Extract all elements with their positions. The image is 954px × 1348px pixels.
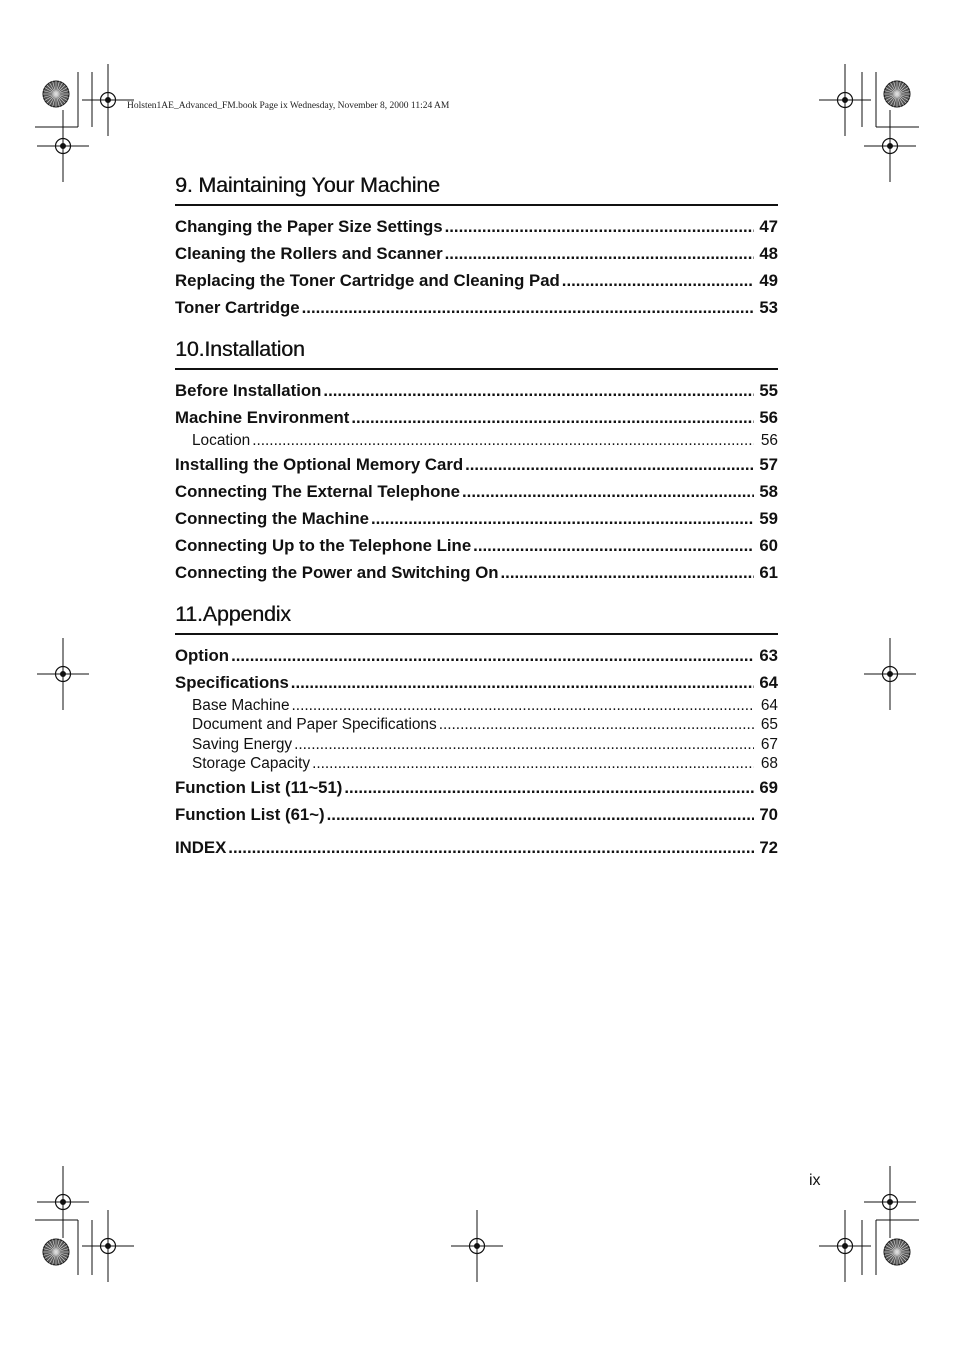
toc-entry[interactable]: [175, 532, 778, 559]
toc-entry-text: Specifications: [175, 672, 289, 692]
chapter-11: [175, 599, 778, 828]
toc-entry-page: 55: [759, 381, 778, 400]
toc-entry-text: Changing the Paper Size Settings: [175, 217, 443, 236]
toc-entry[interactable]: [175, 404, 778, 431]
chapter-title: 9. Maintaining Your Machine: [175, 173, 440, 197]
chapter-10: [175, 334, 778, 586]
leader-dots: [465, 451, 754, 478]
toc-entry[interactable]: [175, 240, 778, 267]
toc-entry-text: Cleaning the Rollers and Scanner: [175, 244, 443, 263]
leader-dots: [291, 669, 754, 696]
toc-entry-text: Connecting the Power and Switching On: [175, 562, 499, 582]
toc-entry-text: Toner Cartridge: [175, 298, 300, 317]
leader-dots: [292, 696, 754, 716]
toc-entry[interactable]: [175, 559, 778, 586]
leader-dots: [439, 715, 754, 735]
chapter-title: 10.Installation: [175, 337, 305, 361]
leader-dots: [501, 559, 754, 586]
leader-dots: [473, 532, 754, 559]
registration-mark: [106, 1244, 111, 1249]
leader-dots: [445, 240, 754, 267]
toc-entry-page: 64: [759, 672, 778, 692]
leader-dots: [371, 505, 754, 532]
toc-entry-text: Connecting The External Telephone: [175, 481, 461, 501]
leader-dots: [351, 404, 754, 431]
registration-mark: [106, 98, 111, 103]
chapter-9: [175, 170, 778, 321]
toc-subentry[interactable]: [175, 715, 778, 735]
toc-entry-text: Base Machine: [192, 696, 290, 714]
leader-dots: [228, 834, 754, 861]
leader-dots: [252, 431, 754, 451]
leader-dots: [445, 213, 754, 240]
toc-entry-text: Connecting the Machine: [175, 508, 369, 528]
leader-dots: [302, 294, 754, 321]
chapter-rule: [175, 368, 778, 370]
toc-entry-index[interactable]: [175, 834, 778, 861]
registration-mark: [61, 144, 66, 149]
page-number: ix: [809, 1172, 821, 1189]
leader-dots: [344, 774, 754, 801]
toc-entry[interactable]: [175, 478, 778, 505]
toc-entry-page: 67: [760, 735, 778, 753]
registration-mark: [61, 1200, 66, 1205]
registration-mark: [843, 1244, 848, 1249]
toc-entry-page: 53: [759, 298, 778, 317]
registration-mark: [61, 672, 66, 677]
toc-entry[interactable]: [175, 774, 778, 801]
toc-entry-text: Machine Environment: [175, 408, 350, 427]
toc-entry-page: 56: [760, 432, 778, 449]
toc-entry[interactable]: [175, 669, 778, 696]
registration-mark: [843, 98, 848, 103]
toc-entry-text: Function List (11~51): [175, 777, 343, 797]
toc-entry-text: Document and Paper Specifications: [192, 716, 437, 733]
registration-mark: [888, 1200, 893, 1205]
toc-entry[interactable]: [175, 213, 778, 240]
toc-entry-page: 64: [760, 696, 778, 714]
leader-dots: [327, 801, 754, 828]
toc-entry-page: 68: [760, 755, 778, 772]
toc-entry[interactable]: [175, 801, 778, 828]
toc-entry-page: 69: [759, 777, 778, 797]
toc-entry[interactable]: [175, 267, 778, 294]
toc-entry-text: Saving Energy: [192, 735, 293, 753]
toc-entry-page: 49: [759, 271, 778, 290]
toc-entry-text: Option: [175, 645, 230, 665]
toc-subentry[interactable]: [175, 431, 778, 451]
toc-entry-page: 70: [759, 804, 778, 824]
toc-entry-page: 57: [759, 454, 778, 474]
toc-subentry[interactable]: [175, 735, 778, 755]
toc-entry-text: Connecting Up to the Telephone Line: [175, 535, 472, 555]
toc-entry-text: Location: [192, 432, 251, 449]
registration-mark: [888, 672, 893, 677]
toc-entry[interactable]: [175, 642, 778, 669]
toc-entry-page: 56: [759, 408, 778, 427]
leader-dots: [312, 754, 754, 774]
toc-subentry[interactable]: [175, 696, 778, 716]
chapter-title: 11.Appendix: [175, 601, 291, 626]
toc-entry-text: Replacing the Toner Cartridge and Cleaning Pad: [175, 271, 560, 290]
toc-entry[interactable]: [175, 505, 778, 532]
chapter-rule: [175, 204, 778, 206]
leader-dots: [323, 377, 754, 404]
registration-mark: [888, 144, 893, 149]
leader-dots: [294, 735, 754, 755]
book-slug: Holsten1AE_Advanced_FM.book Page ix Wednesday, November 8, 2000 11:24 AM: [127, 101, 450, 111]
toc-entry-text: INDEX: [175, 837, 227, 857]
toc-entry[interactable]: [175, 377, 778, 404]
toc-entry-page: 60: [759, 535, 778, 555]
toc-entry[interactable]: [175, 451, 778, 478]
toc-entry-text: Before Installation: [175, 381, 322, 400]
table-of-contents: [175, 170, 778, 861]
toc-entry-page: 47: [759, 217, 778, 236]
toc-entry-page: 65: [760, 716, 778, 733]
toc-entry-page: 61: [759, 562, 778, 582]
registration-mark: [475, 1244, 480, 1249]
leader-dots: [462, 478, 754, 505]
toc-entry-text: Storage Capacity: [192, 755, 311, 772]
toc-entry-page: 58: [759, 481, 778, 501]
leader-dots: [562, 267, 754, 294]
leader-dots: [231, 642, 754, 669]
toc-entry-page: 48: [759, 244, 778, 263]
toc-entry-page: 59: [759, 508, 778, 528]
toc-entry-page: 72: [759, 837, 778, 857]
chapter-rule: [175, 633, 778, 635]
toc-entry[interactable]: [175, 294, 778, 321]
toc-entry-page: 63: [759, 645, 778, 665]
toc-subentry[interactable]: [175, 754, 778, 774]
toc-entry-text: Installing the Optional Memory Card: [175, 454, 464, 474]
toc-entry-text: Function List (61~): [175, 804, 325, 824]
